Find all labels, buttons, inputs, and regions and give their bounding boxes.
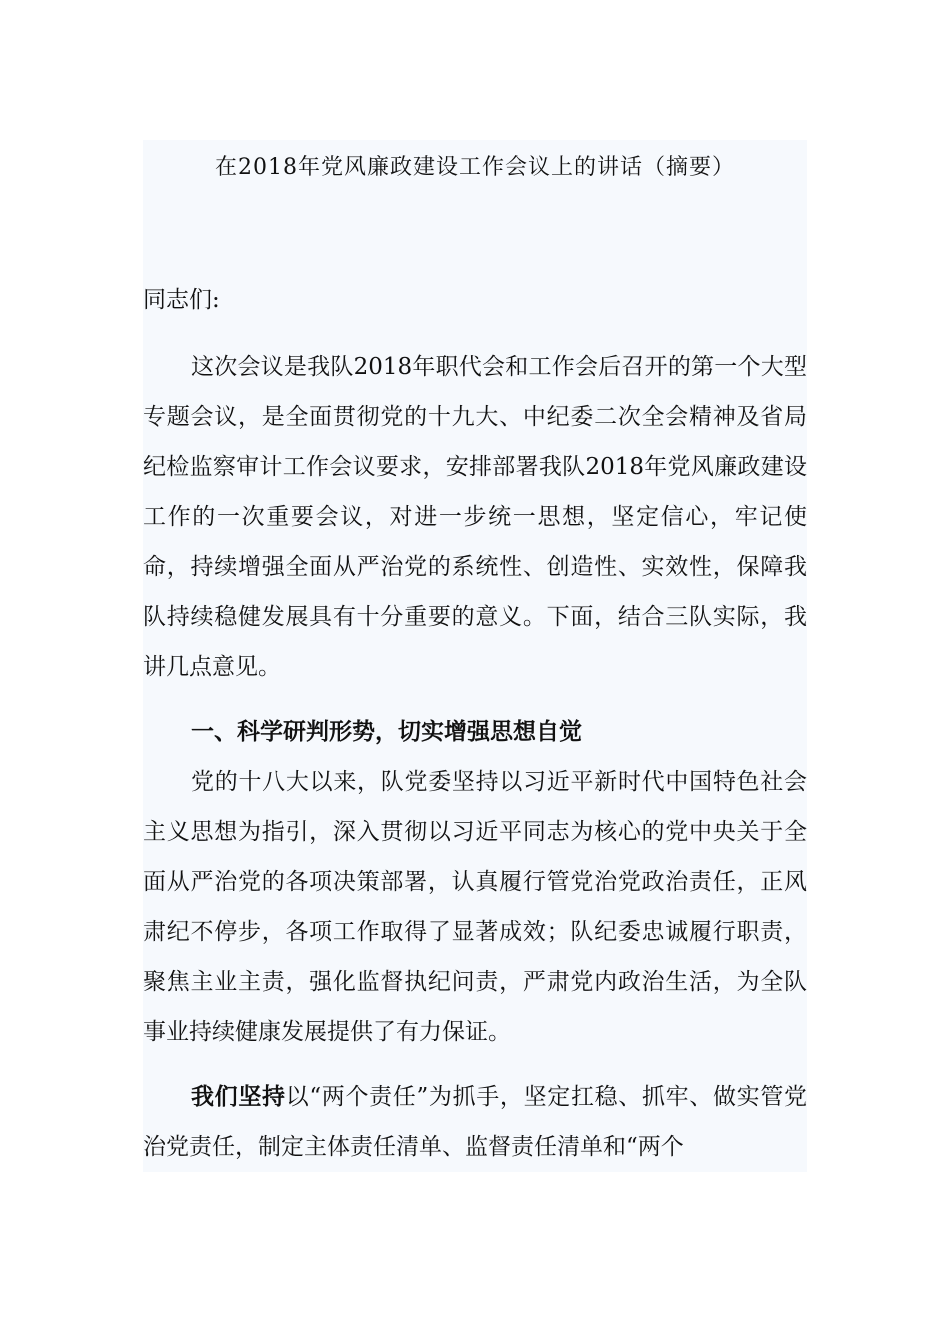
document-title: 在2018年党风廉政建设工作会议上的讲话（摘要） bbox=[215, 155, 735, 180]
paragraph-responsibilities bbox=[143, 1072, 807, 1172]
paragraph-lead-bold: 我们坚持 bbox=[191, 1084, 286, 1110]
paragraph-intro: 这次会议是我队2018年职代会和工作会后召开的第一个大型专题会议，是全面贯彻党的十九大、中纪委二次全会精神及省局纪检监察审计工作会议要求，安排部署我队2018年党风廉政建设工作的一次重要会议，对进一步统一思想，坚定信心，牢记使命，持续增强全面从严治党的系统性、创造性、实效性，保障我队持续稳健发展具有十分重要的意义。下面，结合三队实际，我讲几点意见。 bbox=[143, 354, 807, 680]
section-heading-1: 一、科学研判形势，切实增强思想自觉 bbox=[191, 719, 582, 745]
paragraph-achievements: 党的十八大以来，队党委坚持以习近平新时代中国特色社会主义思想为指引，深入贯彻以习近平同志为核心的党中央关于全面从严治党的各项决策部署，认真履行管党治党政治责任，正风肃纪不停步，各项工作取得了显著成效；队纪委忠诚履行职责，聚焦主业主责，强化监督执纪问责，严肃党内政治生活，为全队事业持续健康发展提供了有力保证。 bbox=[143, 769, 807, 1045]
salutation: 同志们: bbox=[143, 287, 220, 313]
paragraph-continuation: 以“两个责任”为抓手，坚定扛稳、抓牢、做实管党治党责任，制定主体责任清单、监督责任清单和“两个 bbox=[143, 1084, 807, 1160]
